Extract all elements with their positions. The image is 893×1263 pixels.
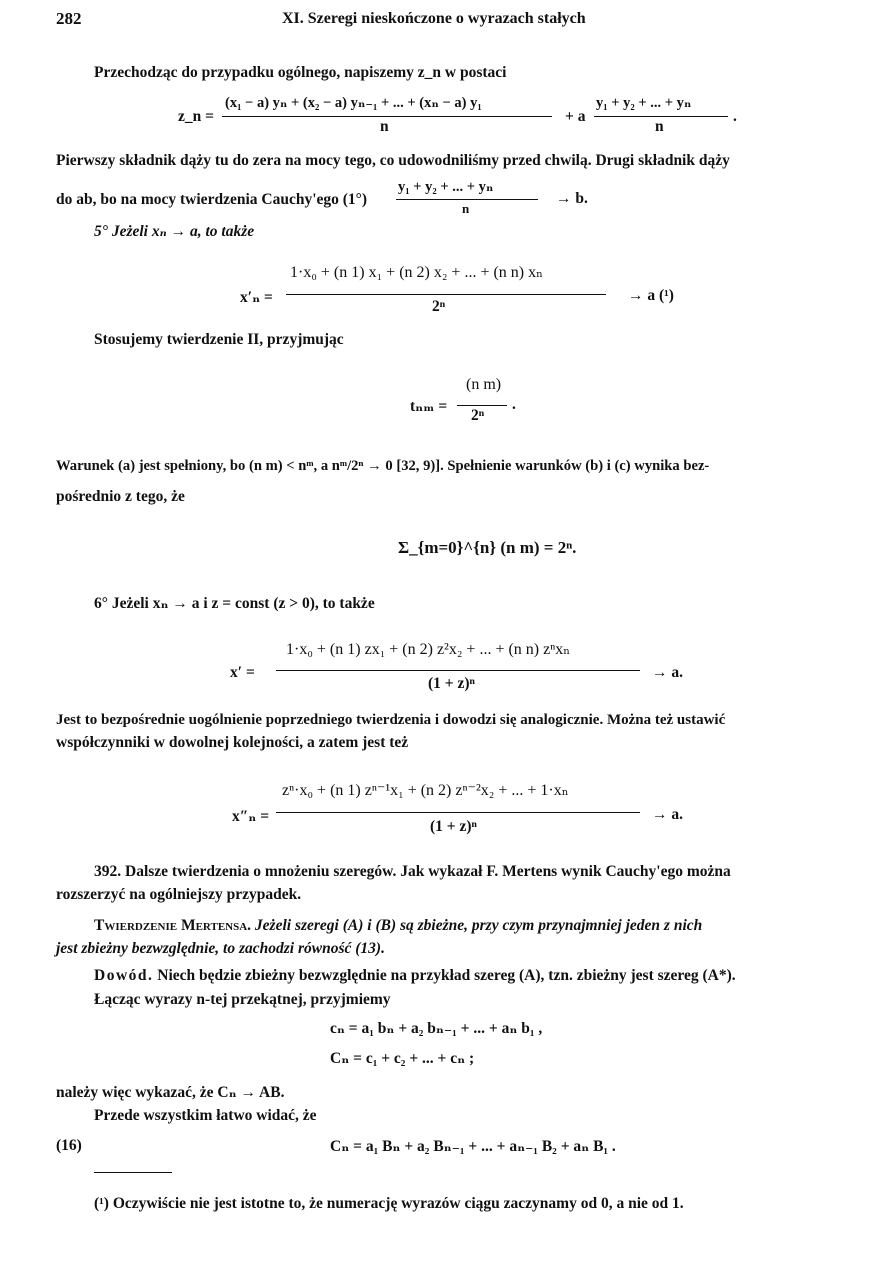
page-number: 282 <box>56 9 82 28</box>
equation-denominator: 2ⁿ <box>432 298 446 315</box>
equation-denominator: (1 + z)ⁿ <box>430 818 477 835</box>
equation-rhs: → a. <box>652 806 683 823</box>
equation-16: Cₙ = a₁ Bₙ + a₂ Bₙ₋₁ + ... + aₙ₋₁ B₂ + aₙ B₁ . <box>330 1138 616 1155</box>
section-title: 392. Dalsze twierdzenia o mnożeniu szeregów. <box>94 863 397 880</box>
fraction-bar <box>594 116 728 117</box>
equation-denominator: n <box>462 201 470 216</box>
paragraph: pośrednio z tego, że <box>56 488 185 505</box>
fraction-bar <box>286 294 606 295</box>
fraction-bar <box>222 116 552 117</box>
equation-lhs: tₙₘ = <box>410 398 448 415</box>
equation-numerator: (n m) <box>466 376 502 393</box>
equation-denominator: (1 + z)ⁿ <box>428 675 475 692</box>
equation-rhs: → a. <box>652 664 683 681</box>
equation-c: cₙ = a₁ bₙ + a₂ bₙ₋₁ + ... + aₙ b₁ , <box>330 1020 543 1037</box>
fraction-bar <box>457 405 507 406</box>
fraction-bar <box>396 199 538 200</box>
paragraph: Łącząc wyrazy n-tej przekątnej, przyjmiemy <box>94 991 391 1008</box>
paragraph: Warunek (a) jest spełniony, bo (n m) < nᵐ, a nᵐ/2ⁿ → 0 [32, 9)]. Spełnienie warunków (b) i (c) wynika bez- <box>56 458 710 474</box>
equation-denominator: n <box>380 118 389 135</box>
equation-lhs: x′ₙ = <box>240 289 273 306</box>
paragraph: do ab, bo na mocy twierdzenia Cauchy'ego (1°) <box>56 191 368 208</box>
equation-numerator: y₁ + y₂ + ... + yₙ <box>398 179 494 195</box>
equation-end: . <box>512 396 516 413</box>
paragraph: Przechodząc do przypadku ogólnego, napiszemy z_n w postaci <box>94 64 507 81</box>
paragraph: rozszerzyć na ogólniejszy przypadek. <box>56 886 302 903</box>
equation-term: + a <box>565 108 586 125</box>
equation-end: . <box>733 108 737 125</box>
paragraph: Jest to bezpośrednie uogólnienie poprzedniego twierdzenia i dowodzi się analogicznie. Można też ustawić <box>56 712 726 728</box>
fraction-bar <box>276 812 640 813</box>
theorem-label: Twierdzenie Mertensa. <box>94 917 252 934</box>
equation-C: Cₙ = c₁ + c₂ + ... + cₙ ; <box>330 1050 475 1067</box>
equation-numerator: y₁ + y₂ + ... + yₙ <box>596 95 692 111</box>
proof <box>94 966 736 987</box>
proof-label: Dowód. <box>94 967 154 984</box>
paragraph: Przede wszystkim łatwo widać, że <box>94 1107 317 1124</box>
equation-numerator: (x₁ − a) yₙ + (x₂ − a) yₙ₋₁ + ... + (xₙ − a) y₁ <box>225 95 482 111</box>
theorem <box>94 916 702 937</box>
paragraph: współczynniki w dowolnej kolejności, a zatem jest też <box>56 734 409 751</box>
equation-numerator: 1·x₀ + (n 1) x₁ + (n 2) x₂ + ... + (n n) xₙ <box>290 264 544 281</box>
equation-numerator: zⁿ·x₀ + (n 1) zⁿ⁻¹x₁ + (n 2) zⁿ⁻²x₂ + ... + 1·xₙ <box>282 782 569 799</box>
paragraph: należy więc wykazać, że Cₙ → AB. <box>56 1084 285 1101</box>
summation-equation: Σ_{m=0}^{n} (n m) = 2ⁿ. <box>398 538 577 557</box>
running-title: XI. Szeregi nieskończone o wyrazach stałych <box>282 10 586 27</box>
paragraph: Pierwszy składnik dąży tu do zera na mocy tego, co udowodniliśmy przed chwilą. Drugi składnik dąży <box>56 152 730 169</box>
equation-number: (16) <box>56 1137 82 1154</box>
equation-denominator: 2ⁿ <box>471 407 485 424</box>
section-text: Jak wykazał F. Mertens wynik Cauchy'ego można <box>400 863 731 880</box>
fraction-bar <box>276 670 640 671</box>
footnote-rule <box>94 1172 172 1173</box>
paragraph: Stosujemy twierdzenie II, przyjmując <box>94 331 344 348</box>
equation-numerator: 1·x₀ + (n 1) zx₁ + (n 2) z²x₂ + ... + (n n) zⁿxₙ <box>286 641 571 658</box>
proof-text: Niech będzie zbieżny bezwzględnie na przykład szereg (A), tzn. zbieżny jest szereg (A*). <box>157 967 736 984</box>
list-item: 5° Jeżeli xₙ → a, to także <box>94 223 255 240</box>
equation-rhs: → a (¹) <box>628 287 674 304</box>
theorem-text: Jeżeli szeregi (A) i (B) są zbieżne, przy czym przynajmniej jeden z nich <box>254 917 703 934</box>
equation-end: → b. <box>556 190 588 207</box>
equation-lhs: x′ = <box>230 664 255 681</box>
list-item: 6° Jeżeli xₙ → a i z = const (z > 0), to także <box>94 595 375 612</box>
theorem-text: jest zbieżny bezwzględnie, to zachodzi równość (13). <box>56 940 385 957</box>
footnote: (¹) Oczywiście nie jest istotne to, że numerację wyrazów ciągu zaczynamy od 0, a nie od 1. <box>94 1195 684 1212</box>
equation-lhs: z_n = <box>178 108 214 125</box>
equation-denominator: n <box>655 118 664 135</box>
section-heading <box>94 862 731 883</box>
equation-lhs: x″ₙ = <box>232 808 270 825</box>
